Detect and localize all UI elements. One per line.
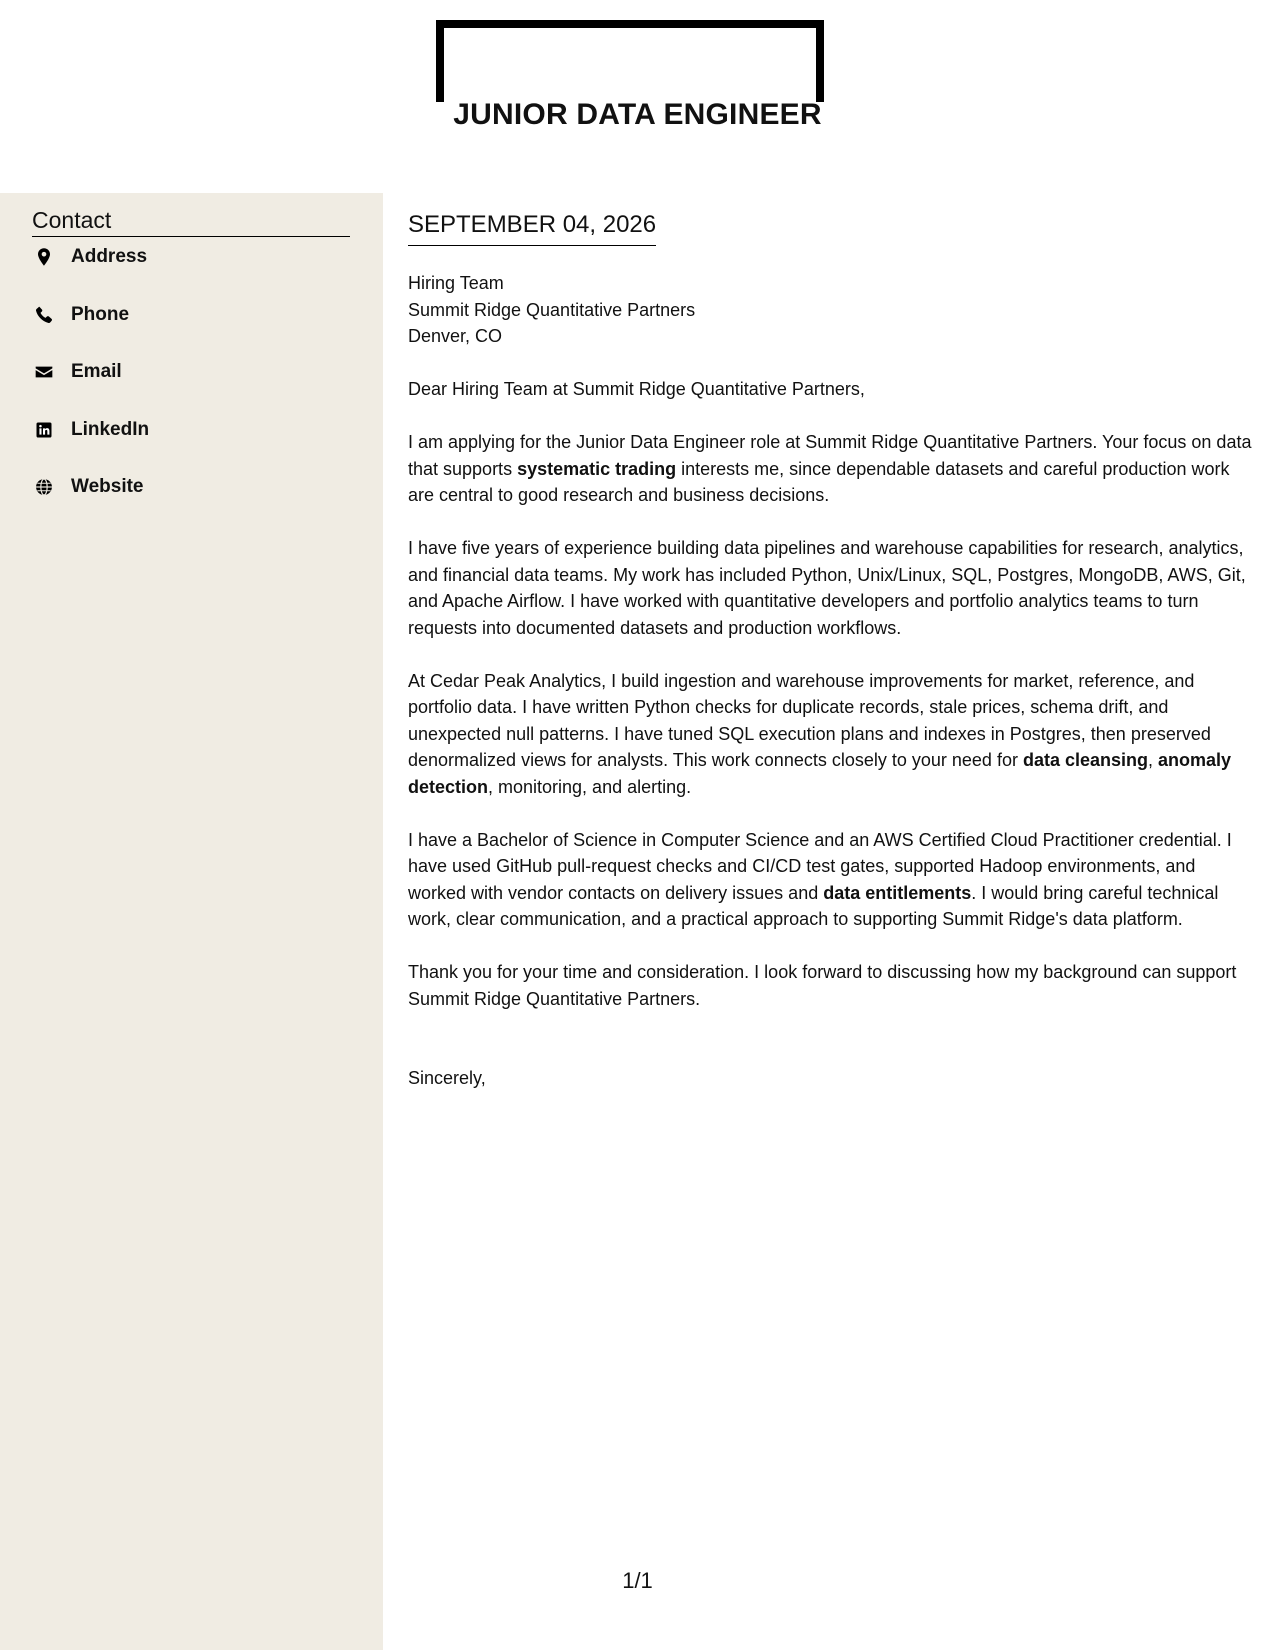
- paragraph-2: I have five years of experience building data pipelines and warehouse capabilities for research, analytics, and financial data teams. My work has included Python, Unix/Linux, SQL, Postgres, MongoDB, AWS, Git, and Apache Airflow. I have worked with quantitative developers and portfolio analytics teams to turn requests into documented datasets and production workflows.: [408, 538, 1246, 638]
- paragraph-3-separator: ,: [1148, 750, 1159, 770]
- page-header: [0, 0, 1275, 193]
- job-title: JUNIOR DATA ENGINEER: [453, 98, 822, 131]
- contact-label-phone: Phone: [71, 303, 130, 325]
- paragraph-1-text: I am applying for the Junior Data Engineer role at Summit Ridge Quantitative Partners. Your focus on data that supports: [408, 432, 1252, 479]
- letter-date: SEPTEMBER 04, 2026: [408, 211, 656, 246]
- linkedin-icon: [32, 418, 56, 442]
- paragraph-5: Thank you for your time and consideration. I look forward to discussing how my background can support Summit Ridge Quantitative Partners.: [408, 962, 1237, 1009]
- contact-item-website: [32, 473, 149, 531]
- paragraph-3-emphasis-1: data cleansing: [1022, 750, 1148, 770]
- paragraph-4-text: I have a Bachelor of Science in Computer Science and an AWS Certified Cloud Practitioner credential. I have used GitHub pull-request checks and CI/CD test gates, supported Hadoop environments, and worked with vendor contacts on delivery issues and: [408, 829, 1232, 903]
- recipient-name: Hiring Team: [408, 273, 504, 293]
- contact-label-linkedin: LinkedIn: [71, 418, 150, 440]
- envelope-icon: [32, 360, 56, 384]
- paragraph-3-text-end: , monitoring, and alerting.: [488, 776, 692, 797]
- contact-item-address: [32, 243, 149, 301]
- paragraph-3: [408, 668, 1253, 801]
- recipient-block: [408, 270, 1253, 350]
- paragraph-4-text-end: . I would bring careful technical work, clear communication, and a practical approach to supporting Summit Ridge's data platform.: [408, 882, 1219, 929]
- paragraph-4-emphasis: data entitlements: [823, 882, 972, 903]
- contact-heading: Contact: [32, 207, 350, 237]
- map-pin-icon: [32, 245, 56, 269]
- paragraph-1-emphasis: systematic trading: [517, 458, 677, 479]
- contact-item-email: [32, 358, 149, 416]
- recipient-company: Summit Ridge Quantitative Partners: [408, 299, 696, 320]
- contact-list: [32, 243, 149, 531]
- phone-icon: [32, 303, 56, 327]
- page-number: 1/1: [622, 1568, 653, 1593]
- contact-item-linkedin: [32, 416, 149, 474]
- letter-body: [408, 270, 1253, 1118]
- globe-icon: [32, 475, 56, 499]
- signoff: Sincerely,: [408, 1068, 486, 1088]
- contact-label-address: Address: [71, 246, 148, 267]
- paragraph-4: [408, 827, 1253, 933]
- contact-label-website: Website: [71, 476, 144, 497]
- paragraph-1: [408, 429, 1253, 509]
- paragraph-1-text-end: interests me, since dependable datasets and careful production work are central to good research and business decisions.: [408, 458, 1230, 505]
- recipient-location: Denver, CO: [408, 326, 503, 346]
- contact-sidebar: [0, 193, 383, 1650]
- paragraph-3-text: At Cedar Peak Analytics, I build ingestion and warehouse improvements for market, reference, and portfolio data. I have written Python checks for duplicate records, stale prices, schema drift, and unexpected null patterns. I have tuned SQL execution plans and indexes in Postgres, then preserved denormalized views for analysts. This work connects closely to your need for: [408, 670, 1211, 770]
- paragraph-3-emphasis-2: anomaly detection: [408, 750, 1232, 797]
- contact-label-email: Email: [71, 361, 122, 382]
- title-bracket-decoration: [436, 20, 824, 102]
- contact-item-phone: [32, 301, 149, 359]
- salutation: Dear Hiring Team at Summit Ridge Quantitative Partners,: [408, 379, 865, 399]
